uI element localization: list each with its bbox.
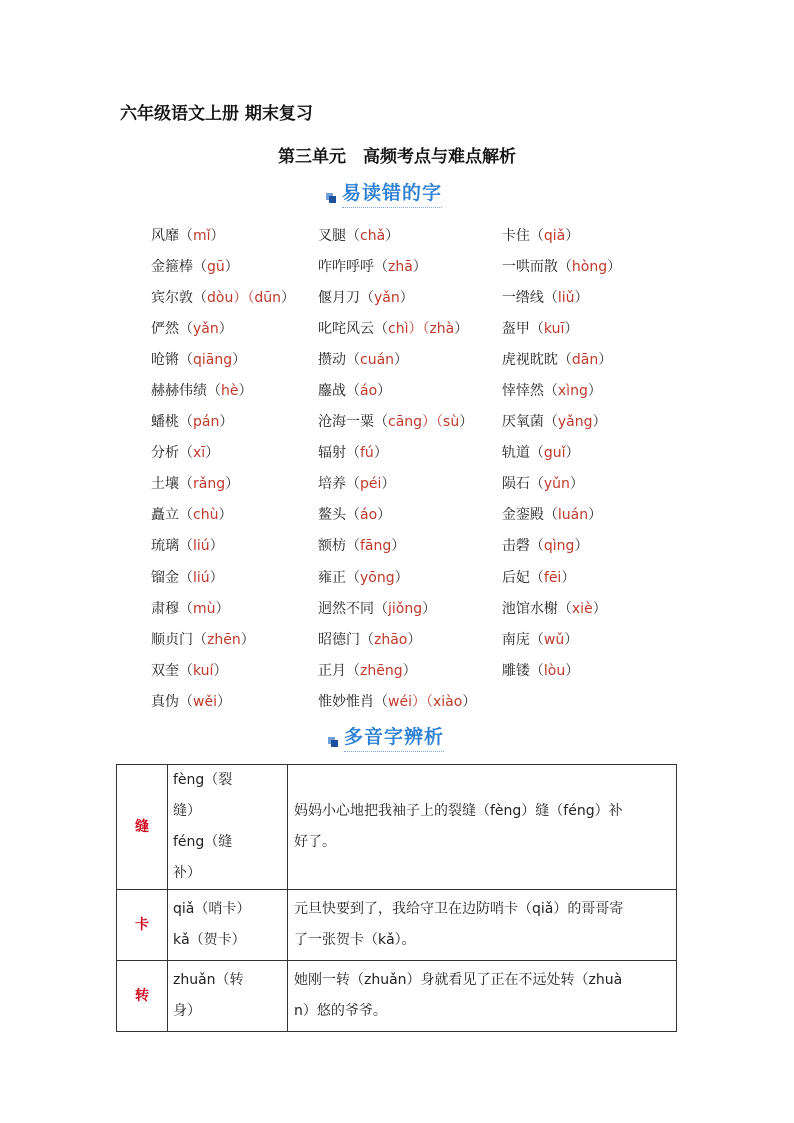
reading-line: 身） xyxy=(173,1003,201,1019)
word-entry xyxy=(502,287,651,307)
word-entry xyxy=(151,225,318,245)
word-text: 偃月刀 xyxy=(318,289,360,306)
paren-open: （ xyxy=(179,476,193,493)
paren-close: ） xyxy=(210,227,225,244)
word-row xyxy=(151,374,651,405)
word-row xyxy=(151,281,651,312)
paren-close: ） xyxy=(219,414,234,431)
word-row xyxy=(151,250,651,281)
word-text: 南庑 xyxy=(501,631,530,648)
paren-close: ） xyxy=(377,383,392,400)
reading-line: qiǎ（哨卡） xyxy=(173,901,251,917)
paren-open: （ xyxy=(179,538,193,555)
word-text: 矗立 xyxy=(151,507,179,524)
word-text: 培养 xyxy=(318,476,346,493)
pinyin-text: rǎng xyxy=(193,476,226,493)
paren-close: ） xyxy=(574,289,589,306)
pinyin-text: chì）（zhà xyxy=(388,320,455,337)
paren-open: （ xyxy=(374,693,388,710)
word-text: 迥然不同 xyxy=(318,600,374,617)
word-row xyxy=(151,654,651,685)
word-entry xyxy=(502,629,651,649)
paren-close: ） xyxy=(224,258,239,275)
paren-close: ） xyxy=(373,445,388,462)
word-text: 轨道 xyxy=(501,445,530,462)
word-entry xyxy=(318,225,502,245)
paren-open: （ xyxy=(543,507,558,524)
paren-open: （ xyxy=(346,383,360,400)
word-entry xyxy=(318,442,502,462)
word-entry xyxy=(151,660,318,680)
word-text: 额枋 xyxy=(318,538,346,555)
paren-close: ） xyxy=(574,538,589,555)
word-text: 雍正 xyxy=(318,569,346,586)
pinyin-text: chù xyxy=(193,507,219,524)
word-text: 分析 xyxy=(151,445,179,462)
polyphone-char: 转 xyxy=(117,961,168,1032)
polyphone-row xyxy=(117,961,677,1032)
word-row xyxy=(151,437,651,468)
pinyin-text: qiǎ xyxy=(543,227,566,244)
paren-close: ） xyxy=(381,476,396,493)
pinyin-text: yǎn xyxy=(374,289,400,306)
word-row xyxy=(151,685,651,716)
word-row xyxy=(151,406,651,437)
pinyin-text: péi xyxy=(360,476,382,493)
pinyin-text: zhēn xyxy=(207,631,241,648)
word-text: 叱咤风云 xyxy=(318,320,374,337)
word-entry xyxy=(318,380,502,400)
pinyin-text: qiāng xyxy=(193,351,233,368)
word-entry xyxy=(151,473,318,493)
paren-open: （ xyxy=(179,320,193,337)
word-entry xyxy=(151,380,318,400)
word-text: 镏金 xyxy=(151,569,179,586)
word-row xyxy=(151,592,651,623)
word-row xyxy=(151,219,651,250)
pinyin-text: wéi）（xiào xyxy=(388,693,463,710)
pinyin-text: gū xyxy=(207,258,225,275)
word-entry xyxy=(318,629,502,649)
paren-open: （ xyxy=(374,320,388,337)
word-entry xyxy=(151,691,318,711)
paren-open: （ xyxy=(207,383,221,400)
pinyin-text: guǐ xyxy=(543,445,566,462)
polyphone-readings xyxy=(168,961,288,1032)
pinyin-text: mǐ xyxy=(193,227,211,244)
paren-open: （ xyxy=(374,258,388,275)
word-text: 叉腿 xyxy=(318,227,346,244)
word-entry xyxy=(318,411,502,431)
word-text: 土壤 xyxy=(151,476,179,493)
word-entry xyxy=(318,473,502,493)
polyphone-char: 缝 xyxy=(117,765,168,890)
word-entry xyxy=(502,411,651,431)
reading-line: 补） xyxy=(173,865,201,881)
paren-open: （ xyxy=(179,445,193,462)
section-heading-misread xyxy=(326,178,442,208)
pinyin-text: dān xyxy=(571,351,599,368)
paren-close: ） xyxy=(280,289,295,306)
reading-line: kǎ（贺卡） xyxy=(173,932,246,948)
paren-open: （ xyxy=(529,227,544,244)
word-entry xyxy=(502,442,651,462)
word-entry xyxy=(502,473,651,493)
word-row xyxy=(151,312,651,343)
paren-open: （ xyxy=(179,351,193,368)
word-entry xyxy=(151,504,318,524)
paren-close: ） xyxy=(564,631,579,648)
pinyin-text: luán xyxy=(557,507,589,524)
word-text: 悻悻然 xyxy=(501,383,544,400)
word-entry xyxy=(318,287,502,307)
word-entry xyxy=(502,380,651,400)
word-text: 双奎 xyxy=(151,662,179,679)
pinyin-text: wǔ xyxy=(543,631,565,648)
paren-open: （ xyxy=(346,445,360,462)
paren-close: ） xyxy=(399,289,414,306)
paren-open: （ xyxy=(529,476,544,493)
pinyin-text: liú xyxy=(193,538,210,555)
word-text: 顺贞门 xyxy=(151,631,193,648)
word-row xyxy=(151,623,651,654)
word-entry xyxy=(318,504,502,524)
polyphone-row xyxy=(117,765,677,890)
paren-open: （ xyxy=(193,258,207,275)
word-text: 真伪 xyxy=(151,693,179,710)
word-text: 陨石 xyxy=(501,476,530,493)
word-entry xyxy=(502,318,651,338)
square-bullet-icon xyxy=(326,193,336,203)
paren-close: ） xyxy=(232,351,247,368)
word-entry xyxy=(318,660,502,680)
pinyin-text: áo xyxy=(360,507,378,524)
reading-line: 缝） xyxy=(173,803,201,819)
paren-close: ） xyxy=(587,383,602,400)
paren-close: ） xyxy=(459,414,474,431)
word-entry xyxy=(502,567,651,587)
word-entry xyxy=(318,318,502,338)
paren-open: （ xyxy=(179,569,193,586)
pinyin-text: zhāo xyxy=(374,631,408,648)
pinyin-text: fú xyxy=(360,445,374,462)
pinyin-text: liú xyxy=(193,569,210,586)
paren-open: （ xyxy=(179,693,193,710)
paren-close: ） xyxy=(462,693,477,710)
pinyin-text: hè xyxy=(221,383,239,400)
pinyin-text: dòu）（dūn xyxy=(207,289,281,306)
example-line: 元旦快要到了，我给守卫在边防哨卡（qiǎ）的哥哥寄 xyxy=(294,901,624,917)
pinyin-text: yǔn xyxy=(543,476,570,493)
pinyin-text: hòng xyxy=(571,258,608,275)
pinyin-text: yǎn xyxy=(193,320,219,337)
word-text: 呛锵 xyxy=(151,351,179,368)
word-text: 风靡 xyxy=(151,227,179,244)
word-entry xyxy=(151,349,318,369)
unit-title: 第三单元 高频考点与难点解析 xyxy=(278,147,516,167)
word-text: 肃穆 xyxy=(151,600,179,617)
paren-open: （ xyxy=(346,227,360,244)
paren-close: ） xyxy=(565,662,580,679)
paren-close: ） xyxy=(407,631,422,648)
paren-open: （ xyxy=(543,414,558,431)
pinyin-text: chǎ xyxy=(360,227,386,244)
word-entry xyxy=(151,411,318,431)
paren-close: ） xyxy=(561,569,576,586)
page-title: 六年级语文上册 期末复习 xyxy=(120,104,313,124)
pinyin-text: yǎng xyxy=(557,414,593,431)
paren-close: ） xyxy=(454,320,469,337)
pinyin-text: yōng xyxy=(360,569,395,586)
pinyin-text: xìng xyxy=(557,383,588,400)
paren-open: （ xyxy=(346,569,360,586)
paren-close: ） xyxy=(240,631,255,648)
paren-close: ） xyxy=(385,227,400,244)
word-text: 池馆水榭 xyxy=(501,600,558,617)
word-text: 琉璃 xyxy=(151,538,179,555)
word-entry xyxy=(318,535,502,555)
word-text: 一绺线 xyxy=(501,289,544,306)
paren-close: ） xyxy=(402,662,417,679)
word-entry xyxy=(151,256,318,276)
polyphone-char: 卡 xyxy=(117,890,168,961)
word-text: 金箍棒 xyxy=(151,258,193,275)
paren-close: ） xyxy=(209,538,224,555)
square-bullet-icon xyxy=(328,737,338,747)
paren-close: ） xyxy=(225,476,240,493)
paren-close: ） xyxy=(209,569,224,586)
word-entry xyxy=(318,598,502,618)
word-row xyxy=(151,561,651,592)
word-text: 赫赫伟绩 xyxy=(151,383,207,400)
misread-word-grid xyxy=(151,219,651,717)
word-text: 攒动 xyxy=(318,351,346,368)
word-text: 咋咋呼呼 xyxy=(318,258,374,275)
word-text: 辐射 xyxy=(318,445,346,462)
paren-close: ） xyxy=(569,476,584,493)
paren-open: （ xyxy=(543,383,558,400)
word-text: 惟妙惟肖 xyxy=(318,693,374,710)
paren-open: （ xyxy=(346,476,360,493)
polyphone-example xyxy=(288,765,677,890)
pinyin-text: zhēng xyxy=(360,662,403,679)
word-text: 雕镂 xyxy=(501,662,530,679)
paren-close: ） xyxy=(592,414,607,431)
paren-open: （ xyxy=(360,289,374,306)
word-entry xyxy=(318,256,502,276)
paren-open: （ xyxy=(346,507,360,524)
paren-open: （ xyxy=(529,631,544,648)
paren-open: （ xyxy=(529,569,544,586)
paren-close: ） xyxy=(422,600,437,617)
paren-open: （ xyxy=(557,258,572,275)
paren-close: ） xyxy=(218,507,233,524)
word-text: 正月 xyxy=(318,662,346,679)
section-heading-polyphone xyxy=(328,722,444,752)
paren-close: ） xyxy=(377,507,392,524)
paren-close: ） xyxy=(598,351,613,368)
word-entry xyxy=(151,287,318,307)
paren-open: （ xyxy=(557,351,572,368)
word-entry xyxy=(502,535,651,555)
paren-open: （ xyxy=(179,507,193,524)
word-text: 金銮殿 xyxy=(501,507,544,524)
paren-open: （ xyxy=(193,631,207,648)
pinyin-text: zhā xyxy=(388,258,413,275)
word-text: 沧海一粟 xyxy=(318,414,374,431)
paren-close: ） xyxy=(588,507,603,524)
paren-close: ） xyxy=(394,351,409,368)
word-text: 俨然 xyxy=(151,320,179,337)
paren-open: （ xyxy=(346,662,360,679)
reading-line: zhuǎn（转 xyxy=(173,972,244,988)
paren-open: （ xyxy=(374,414,388,431)
paren-open: （ xyxy=(374,600,388,617)
paren-close: ） xyxy=(607,258,622,275)
word-text: 击磬 xyxy=(501,538,530,555)
word-entry xyxy=(502,504,651,524)
paren-close: ） xyxy=(238,383,253,400)
example-line: n）悠的爷爷。 xyxy=(294,1003,387,1019)
word-entry xyxy=(502,225,651,245)
polyphone-readings xyxy=(168,765,288,890)
word-text: 后妃 xyxy=(501,569,530,586)
paren-close: ） xyxy=(412,258,427,275)
word-entry xyxy=(151,442,318,462)
example-line: 她刚一转（zhuǎn）身就看见了正在不远处转（zhuà xyxy=(294,972,623,988)
polyphone-table xyxy=(116,764,677,1032)
paren-open: （ xyxy=(557,600,572,617)
pinyin-text: liǔ xyxy=(557,289,575,306)
paren-open: （ xyxy=(543,289,558,306)
word-entry xyxy=(151,567,318,587)
word-text: 鳌头 xyxy=(318,507,346,524)
section-heading-text: 易读错的字 xyxy=(342,178,442,208)
pinyin-text: xiè xyxy=(571,600,593,617)
paren-close: ） xyxy=(205,445,220,462)
pinyin-text: wěi xyxy=(193,693,217,710)
pinyin-text: cāng）（sù xyxy=(388,414,460,431)
paren-open: （ xyxy=(179,414,193,431)
paren-open: （ xyxy=(179,227,193,244)
reading-line: féng（缝 xyxy=(173,834,233,850)
paren-open: （ xyxy=(346,351,360,368)
paren-open: （ xyxy=(360,631,374,648)
polyphone-example xyxy=(288,961,677,1032)
word-row xyxy=(151,530,651,561)
word-text: 卡住 xyxy=(501,227,530,244)
paren-close: ） xyxy=(394,569,409,586)
paren-close: ） xyxy=(215,600,230,617)
word-entry xyxy=(318,691,502,711)
paren-open: （ xyxy=(529,320,544,337)
pinyin-text: xī xyxy=(193,445,206,462)
paren-close: ） xyxy=(391,538,406,555)
paren-close: ） xyxy=(218,320,233,337)
paren-open: （ xyxy=(179,662,193,679)
section-heading-text: 多音字辨析 xyxy=(344,722,444,752)
word-entry xyxy=(151,598,318,618)
pinyin-text: kuī xyxy=(543,320,565,337)
paren-open: （ xyxy=(193,289,207,306)
example-line: 了一张贺卡（kǎ）。 xyxy=(294,932,416,948)
word-text: 昭德门 xyxy=(318,631,360,648)
paren-close: ） xyxy=(565,227,580,244)
word-row xyxy=(151,499,651,530)
example-line: 妈妈小心地把我袖子上的裂缝（fèng）缝（féng）补 xyxy=(294,803,623,819)
word-entry xyxy=(318,567,502,587)
polyphone-example xyxy=(288,890,677,961)
polyphone-row xyxy=(117,890,677,961)
paren-close: ） xyxy=(592,600,607,617)
pinyin-text: qìng xyxy=(543,538,575,555)
reading-line: fèng（裂 xyxy=(173,772,233,788)
word-row xyxy=(151,343,651,374)
paren-open: （ xyxy=(529,662,544,679)
pinyin-text: mù xyxy=(193,600,216,617)
word-row xyxy=(151,468,651,499)
pinyin-text: jiǒng xyxy=(388,600,423,617)
pinyin-text: lòu xyxy=(543,662,566,679)
pinyin-text: pán xyxy=(193,414,220,431)
paren-close: ） xyxy=(564,320,579,337)
word-text: 鏖战 xyxy=(318,383,346,400)
paren-open: （ xyxy=(346,538,360,555)
word-entry xyxy=(151,629,318,649)
word-text: 蟠桃 xyxy=(151,414,179,431)
word-entry xyxy=(502,349,651,369)
word-text: 虎视眈眈 xyxy=(501,351,558,368)
pinyin-text: kuí xyxy=(193,662,214,679)
word-entry xyxy=(151,318,318,338)
paren-open: （ xyxy=(529,445,544,462)
paren-open: （ xyxy=(529,538,544,555)
pinyin-text: áo xyxy=(360,383,378,400)
paren-open: （ xyxy=(179,600,193,617)
polyphone-readings xyxy=(168,890,288,961)
pinyin-text: cuán xyxy=(360,351,395,368)
example-line: 好了。 xyxy=(294,834,336,850)
paren-close: ） xyxy=(565,445,580,462)
word-text: 盔甲 xyxy=(501,320,530,337)
word-entry xyxy=(502,660,651,680)
paren-close: ） xyxy=(216,693,231,710)
word-text: 厌氧菌 xyxy=(501,414,544,431)
pinyin-text: fāng xyxy=(360,538,392,555)
pinyin-text: fēi xyxy=(543,569,562,586)
word-text: 宾尔敦 xyxy=(151,289,193,306)
word-entry xyxy=(502,598,651,618)
word-text: 一哄而散 xyxy=(501,258,558,275)
word-entry xyxy=(318,349,502,369)
word-entry xyxy=(502,256,651,276)
paren-close: ） xyxy=(213,662,228,679)
word-entry xyxy=(151,535,318,555)
